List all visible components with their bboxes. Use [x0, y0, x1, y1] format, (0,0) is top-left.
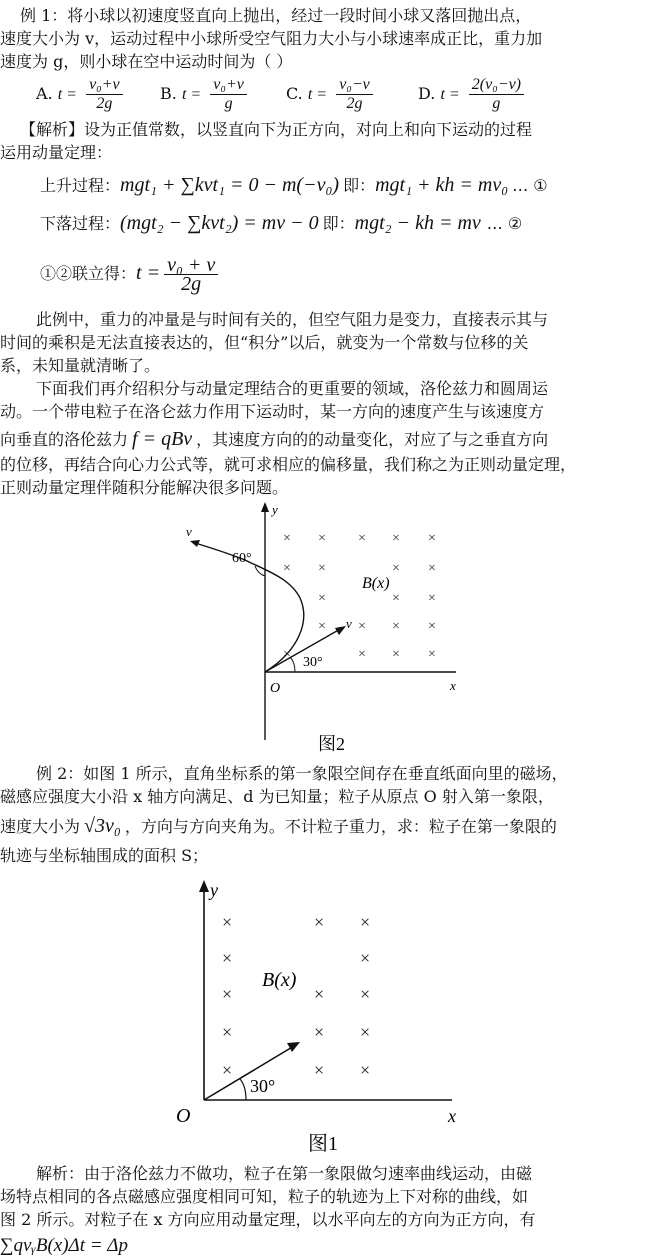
para2-line4: 的位移，再结合向心力公式等，就可求相应的偏移量，我们称之为正则动量定理， — [0, 455, 577, 474]
cross-icon: × — [314, 912, 325, 932]
analysis2-line3: 图 2 所示。对粒子在 x 方向应用动量定理，以水平向左的方向为正方向，有 — [0, 1210, 536, 1229]
para2-line2: 动。一个带电粒子在洛仑兹力作用下运动时，某一方向的速度产生与该速度方 — [0, 402, 545, 421]
para2-line3a: 向垂直的洛伦兹力 — [0, 430, 129, 449]
para2-line1: 下面我们再介绍积分与动量定理结合的更重要的领域，洛伦兹力和圆周运 — [36, 379, 549, 398]
cross-icon: × — [428, 591, 436, 606]
rise-row — [40, 170, 647, 200]
cross-icon: × — [222, 1060, 233, 1080]
option-c-den: 2g — [346, 95, 363, 112]
example2-line2: 磁感应强度大小沿 x 轴方向满足、d 为已知量；粒子从原点 O 射入第一象限， — [0, 787, 554, 806]
fig2-caption: 图2 — [318, 734, 345, 754]
option-b-label: B. — [160, 84, 177, 103]
momentum-equation: ∑qvᵧB(x)Δt = Δp — [0, 1235, 128, 1256]
speed-formula: √3v₀ — [84, 815, 121, 837]
option-c-num: v₀−v — [336, 76, 373, 95]
cross-icon: × — [358, 647, 366, 662]
cross-icon: × — [283, 531, 291, 546]
example2-line1: 例 2：如图 1 所示，直角坐标系的第一象限空间存在垂直纸面向里的磁场， — [36, 764, 568, 783]
option-d-num: 2(v₀−v) — [469, 76, 524, 95]
cross-icon: × — [360, 984, 371, 1004]
cross-icon: × — [360, 1060, 371, 1080]
cross-icon: × — [360, 1022, 371, 1042]
cross-icon: × — [358, 619, 366, 634]
fig2-origin: O — [270, 681, 281, 696]
para2-line5: 正则动量定理伴随积分能解决很多问题。 — [0, 478, 289, 497]
para2-line3b: ，其速度方向的的动量变化，对应了与之垂直方向 — [196, 430, 549, 449]
combine-den: 2g — [181, 273, 202, 295]
combine-row — [40, 250, 647, 296]
option-d-den: g — [492, 95, 501, 112]
rise-mid: 即： — [343, 176, 376, 195]
example2-line3b: ，方向与方向夹角为。不计粒子重力，求：粒子在第一象限的 — [124, 817, 557, 836]
figure1-diagram — [170, 878, 470, 1158]
lorentz-formula: f = qBv — [132, 428, 193, 450]
fig2-v-mid: v — [346, 616, 352, 631]
fig1-angle: 30° — [250, 1076, 276, 1096]
option-a — [36, 76, 127, 113]
option-b — [160, 76, 251, 113]
fall-mid: 即： — [322, 214, 355, 233]
fig1-velocity-arrow — [204, 1046, 294, 1100]
example2-line4: 轨迹与坐标轴围成的面积 S； — [0, 846, 209, 865]
figure2-diagram — [170, 500, 470, 760]
example1-line3: 速度为 g，则小球在空中运动时间为（ ） — [0, 52, 293, 71]
option-a-t: t = — [57, 86, 77, 103]
fall-mark: … ② — [486, 214, 523, 233]
example2-line3 — [0, 812, 647, 840]
cross-icon: × — [222, 912, 233, 932]
rise-equation: mgt₁ + ∑kvt₁ = 0 − m(−v₀) — [120, 174, 340, 196]
example1-line1: 例 1：将小球以初速度竖直向上抛出，经过一段时间小球又落回抛出点， — [20, 6, 532, 25]
fig1-origin: O — [176, 1105, 191, 1127]
fig1-angle-arc — [240, 1079, 246, 1100]
cross-icon: × — [314, 984, 325, 1004]
analysis1-line1: 【解析】设为正值常数，以竖直向下为正方向，对向上和向下运动的过程 — [20, 120, 533, 139]
option-a-den: 2g — [96, 95, 113, 112]
option-c — [286, 76, 377, 113]
cross-icon: × — [360, 948, 371, 968]
example2-line3a: 速度大小为 — [0, 817, 81, 836]
fig2-angle-bottom: 30° — [303, 655, 323, 670]
cross-icon: × — [428, 561, 436, 576]
fig1-velocity-arrow-icon — [287, 1042, 300, 1052]
cross-icon: × — [392, 647, 400, 662]
para1-line3: 系，未知量就清晰了。 — [0, 356, 161, 375]
para1-line2: 时间的乘积是无法直接表达的，但“积分”以后，就变为一个常数与位移的关 — [0, 333, 529, 352]
cross-icon: × — [283, 561, 291, 576]
option-b-den: g — [224, 95, 233, 112]
fall-row — [40, 208, 647, 238]
combine-label: ①②联立得： — [40, 264, 137, 283]
cross-icon: × — [222, 984, 233, 1004]
fall-equation2: mgt₂ − kh = mv — [354, 212, 481, 234]
cross-icon: × — [318, 531, 326, 546]
cross-icon: × — [318, 561, 326, 576]
cross-icon: × — [318, 591, 326, 606]
option-c-label: C. — [286, 84, 303, 103]
cross-icon: × — [428, 647, 436, 662]
option-b-num: v₀+v — [210, 76, 247, 95]
cross-icon: × — [392, 531, 400, 546]
analysis2-line1: 解析：由于洛伦兹力不做功，粒子在第一象限做匀速率曲线运动，由磁 — [36, 1164, 533, 1183]
option-d-t: t = — [440, 86, 460, 103]
option-c-t: t = — [307, 86, 328, 103]
fig1-field-label: B(x) — [262, 969, 297, 991]
fig2-y-arrow-icon — [261, 502, 269, 512]
option-b-t: t = — [181, 86, 202, 103]
fall-equation: (mgt₂ − ∑kvt₂) = mv − 0 — [120, 212, 319, 234]
fig2-x-label: x — [450, 678, 456, 693]
cross-icon: × — [314, 1060, 325, 1080]
fig2-v-mid-arrow-icon — [335, 626, 346, 635]
option-d — [418, 76, 528, 113]
fig2-field-label: B(x) — [362, 575, 390, 592]
fig2-v-top-arrow-icon — [190, 540, 200, 547]
combine-t: t = — [136, 262, 161, 284]
rise-equation2: mgt₁ + kh = mv₀ — [375, 174, 509, 196]
fig2-y-label: y — [272, 502, 278, 517]
cross-icon: × — [222, 1022, 233, 1042]
cross-icon: × — [360, 912, 371, 932]
para1-line1: 此例中，重力的冲量是与时间有关的，但空气阻力是变力，直接表示其与 — [36, 310, 549, 329]
para2-line3 — [0, 426, 647, 452]
combine-num: v₀ + v — [164, 256, 218, 275]
cross-icon: × — [428, 619, 436, 634]
cross-icon: × — [318, 619, 326, 634]
analysis1-line2: 运用动量定理： — [0, 143, 113, 162]
fig2-crosses — [283, 531, 436, 662]
cross-icon: × — [392, 561, 400, 576]
fig1-caption: 图1 — [308, 1133, 338, 1155]
option-a-num: v₀+v — [86, 76, 123, 95]
cross-icon: × — [392, 619, 400, 634]
fig1-y-label: y — [210, 880, 218, 900]
fig1-x-label: x — [448, 1106, 456, 1126]
option-a-label: A. — [36, 84, 53, 103]
fall-label: 下落过程： — [40, 214, 121, 233]
fig1-y-arrow-icon — [199, 880, 209, 892]
example1-line2: 速度大小为 v，运动过程中小球所受空气阻力大小与小球速率成正比，重力加 — [0, 29, 543, 48]
cross-icon: × — [222, 948, 233, 968]
cross-icon: × — [283, 647, 291, 662]
cross-icon: × — [314, 1022, 325, 1042]
fig1-crosses — [222, 912, 370, 1080]
fig2-v-top: v — [186, 524, 192, 539]
analysis2-line2: 场特点相同的各点磁感应强度相同可知，粒子的轨迹为上下对称的曲线，如 — [0, 1187, 529, 1206]
rise-mark: … ① — [512, 176, 548, 195]
option-d-label: D. — [418, 84, 436, 103]
cross-icon: × — [392, 591, 400, 606]
fig2-angle-top: 60° — [232, 551, 252, 566]
cross-icon: × — [428, 531, 436, 546]
cross-icon: × — [358, 531, 366, 546]
rise-label: 上升过程： — [40, 176, 121, 195]
